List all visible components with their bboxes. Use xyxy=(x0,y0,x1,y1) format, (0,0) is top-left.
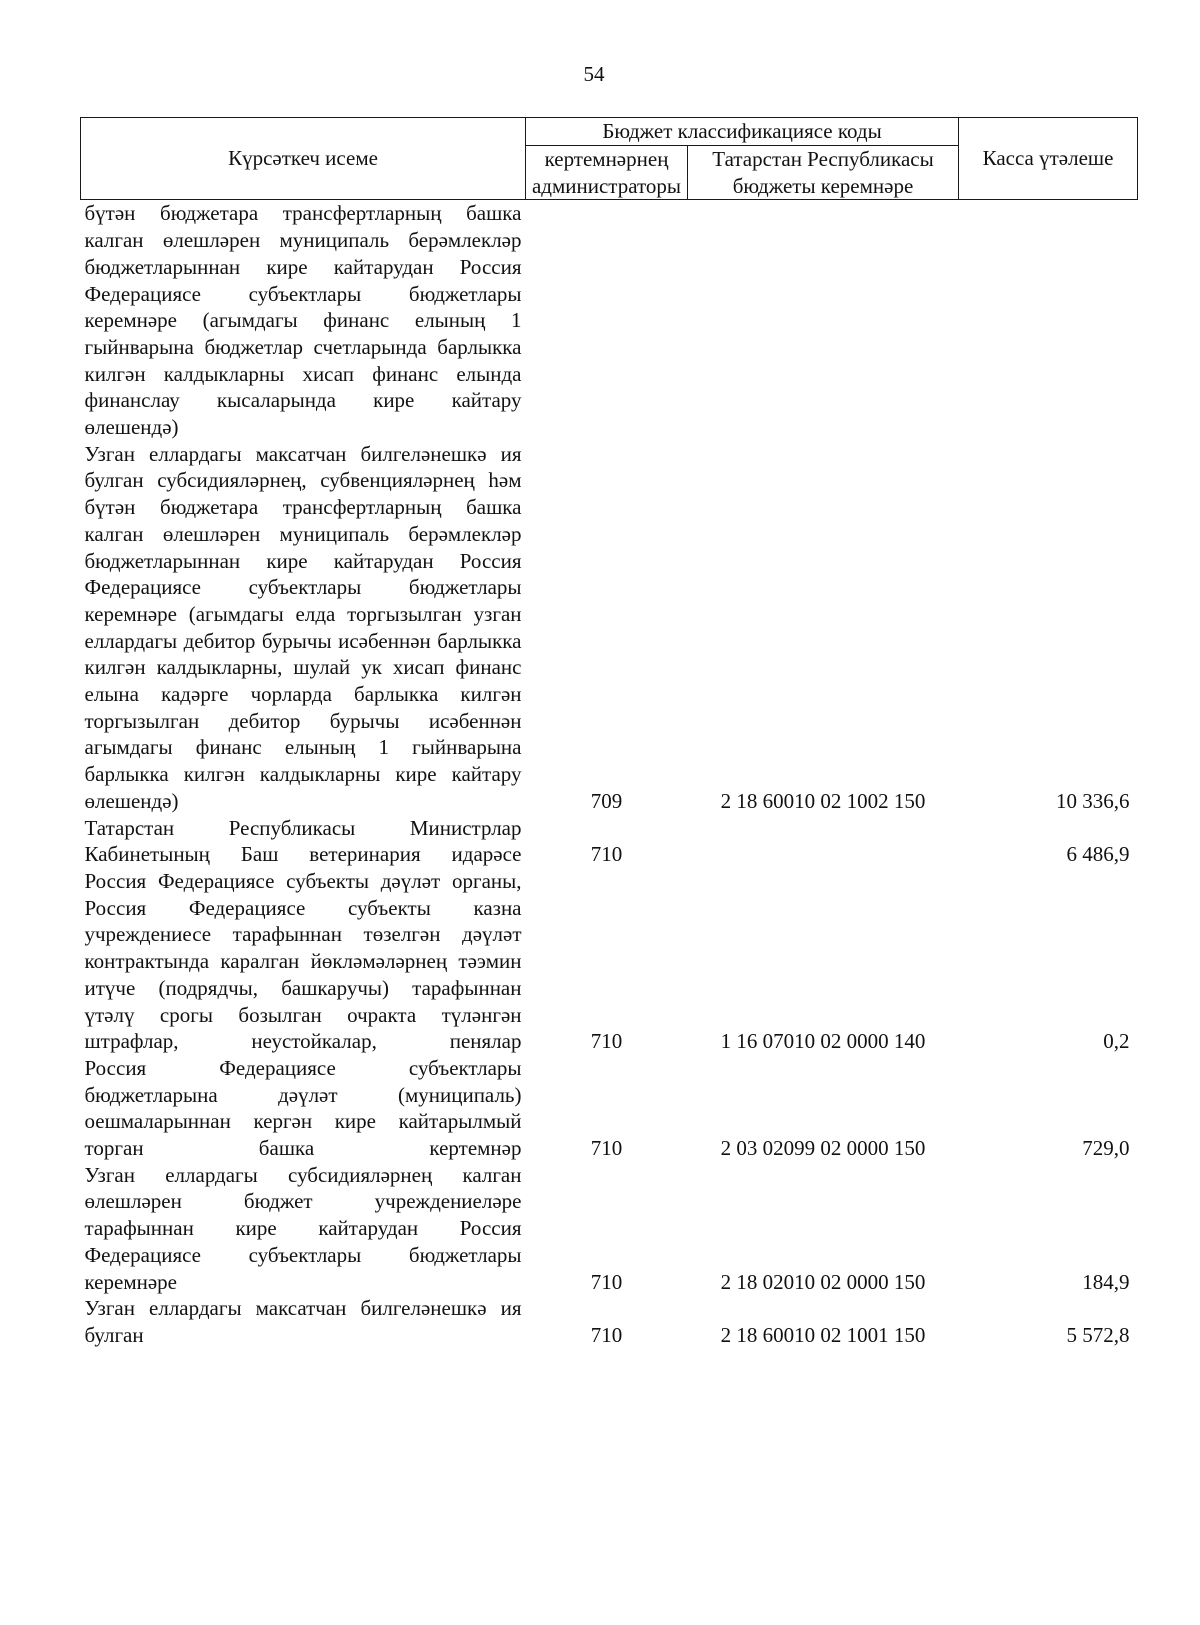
row-budget-code: 1 16 07010 02 0000 140 xyxy=(720,1029,926,1054)
row-indicator-name: Россия Федерациясе субъектлары бюджетларына дәүләт (муниципаль) оешмаларыннан кергән кире кайтарылмый торган башка кертемнәр xyxy=(84,1055,522,1161)
table-row xyxy=(81,815,1138,868)
row-admin-code: 710 xyxy=(590,1029,623,1054)
header-cash-execution: Касса үтәлеше xyxy=(959,118,1138,200)
table-row xyxy=(81,1055,1138,1162)
row-cash-amount: 6 486,9 xyxy=(1066,842,1130,867)
page-number: 54 xyxy=(583,62,605,86)
row-budget-code: 2 18 02010 02 0000 150 xyxy=(720,1269,926,1294)
table-row xyxy=(81,200,1138,441)
row-indicator-name: бүтән бюджетара трансфертларның башка калган өлешләрен муниципаль берәмлекләр бюджетларыннан кире кайтарудан Россия Федерациясе субъектлары бюджетлары керемнәре (агымдагы финанс елының 1 гыйнварына бюджетлар счетларында барлыкка килгән калдыкларны хисап финанс елында финанслау кысаларында кире кайтару өлешендә) xyxy=(84,201,522,440)
row-budget-code: 2 18 60010 02 1001 150 xyxy=(720,1322,926,1347)
header-indicator-name: Күрсәткеч исеме xyxy=(81,118,526,200)
header-budget-code-group: Бюджет классификациясе коды xyxy=(526,118,959,146)
table-row xyxy=(81,1295,1138,1348)
row-budget-code xyxy=(688,200,959,441)
row-admin-code: 710 xyxy=(590,1322,623,1347)
row-admin-code: 710 xyxy=(590,842,623,867)
row-admin-code: 710 xyxy=(590,1269,623,1294)
row-cash-amount xyxy=(959,200,1138,441)
row-budget-code xyxy=(688,815,959,868)
row-admin-code xyxy=(526,200,688,441)
table-row xyxy=(81,1162,1138,1296)
row-admin-code: 709 xyxy=(590,788,623,813)
row-budget-code: 2 03 02099 02 0000 150 xyxy=(720,1136,926,1161)
table-row xyxy=(81,868,1138,1055)
row-indicator-name: Узган еллардагы субсидияләрнең калган өлешләрен бюджет учреждениеләре тарафыннан кире кайтарудан Россия Федерациясе субъектлары бюджетлары керемнәре xyxy=(84,1162,522,1294)
budget-table xyxy=(80,117,1138,1349)
row-indicator-name: Узган еллардагы максатчан билгеләнешкә ия булган субсидияләрнең, субвенцияләрнең һәм бүтән бюджетара трансфертларның башка калган өлешләрен муниципаль берәмлекләр бюджетларыннан кире кайтарудан Россия Федерациясе субъектлары бюджетлары керемнәре (агымдагы елда торгызылган узган еллардагы дебитор бурычы исәбеннән барлыкка килгән калдыкларны, шулай ук хисап финанс елына кадәрге чорларда барлыкка килгән торгызылган дебитор бурычы исәбеннән агымдагы финанс елының 1 гыйнварына барлыкка килгән калдыкларны кире кайтару өлешендә) xyxy=(84,441,522,813)
table-body xyxy=(81,200,1138,1349)
row-budget-code: 2 18 60010 02 1002 150 xyxy=(720,788,926,813)
row-indicator-name: Россия Федерациясе субъекты дәүләт органы, Россия Федерациясе субъекты казна учреждениесе тарафыннан төзелгән дәүләт контрактында каралган йөкләмәләрнең тәэмин итүче (подрядчы, башкаручы) тарафыннан үтәлү срогы бозылган очракта түләнгән штрафлар, неустойкалар, пенялар xyxy=(84,868,522,1054)
row-cash-amount: 729,0 xyxy=(1082,1136,1130,1161)
header-tatarstan-budget-revenues: Татарстан Республикасы бюджеты керемнәре xyxy=(688,146,959,200)
row-cash-amount: 10 336,6 xyxy=(1056,788,1130,813)
row-cash-amount: 184,9 xyxy=(1082,1269,1130,1294)
row-admin-code: 710 xyxy=(590,1136,623,1161)
row-cash-amount: 5 572,8 xyxy=(1066,1322,1130,1347)
table-row xyxy=(81,441,1138,815)
row-cash-amount: 0,2 xyxy=(1103,1029,1130,1054)
row-indicator-name: Узган еллардагы максатчан билгеләнешкә ия булган xyxy=(84,1296,522,1347)
row-indicator-name: Татарстан Республикасы Министрлар Кабинетының Баш ветеринария идарәсе xyxy=(84,815,522,867)
table-header xyxy=(81,118,1138,200)
header-revenue-administrators: кертемнәрнең администраторы xyxy=(526,146,688,200)
